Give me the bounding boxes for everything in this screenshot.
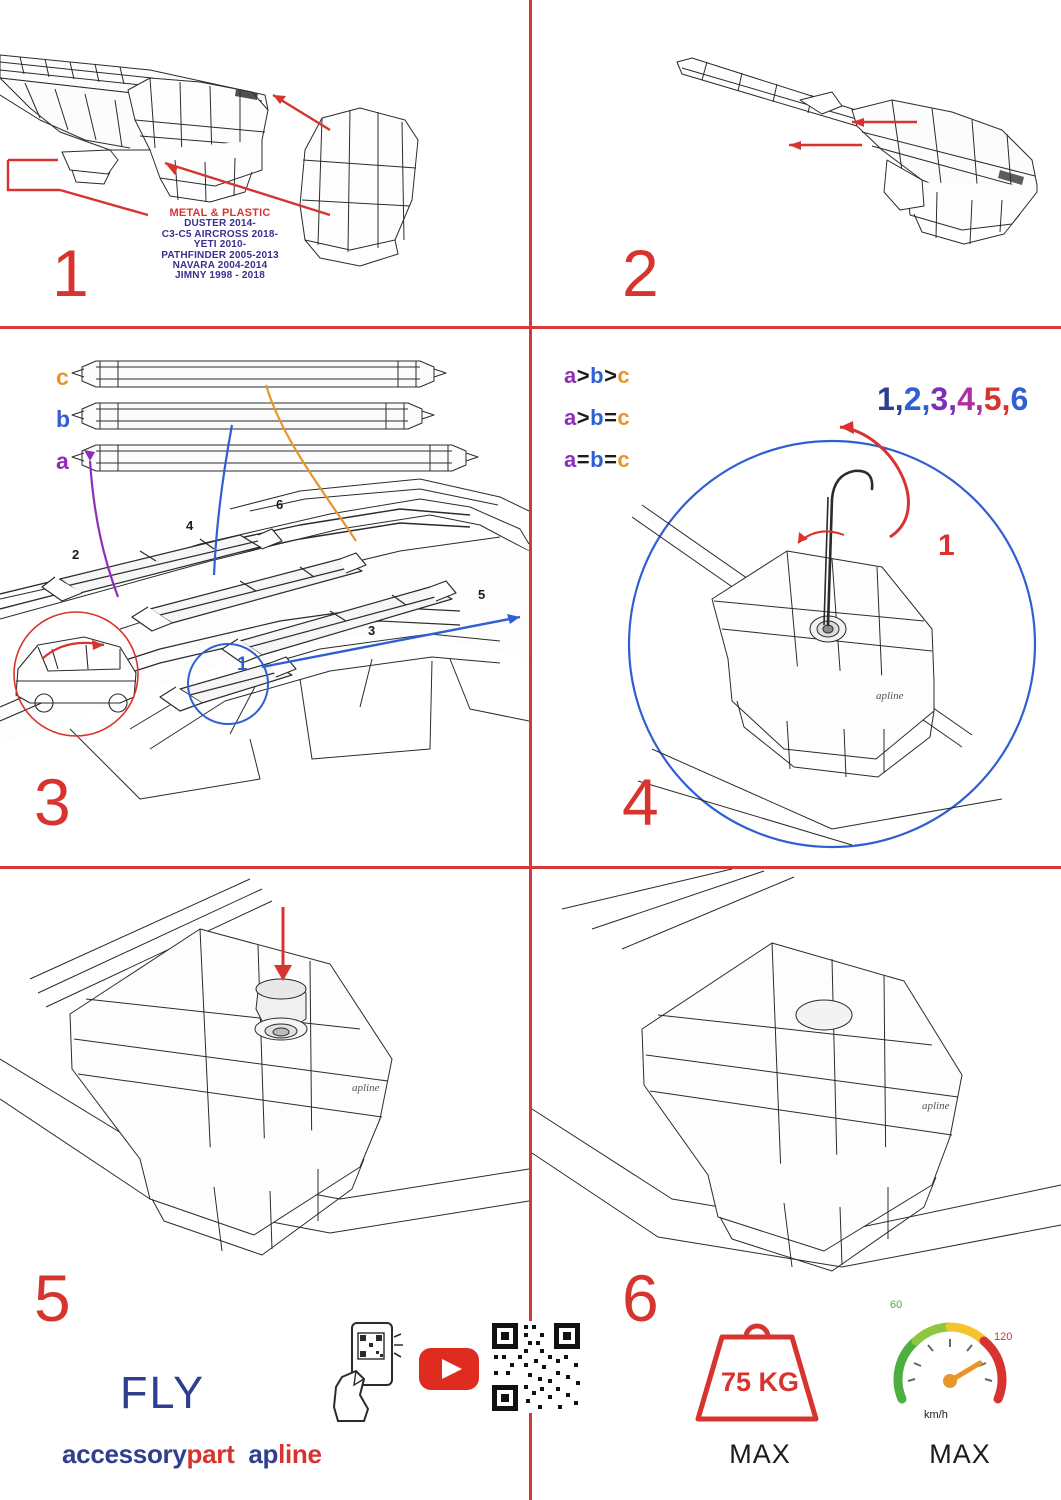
callout-5: 5: [478, 587, 486, 602]
brand-word-line: line: [278, 1439, 322, 1469]
relation-1: a>b>c: [564, 363, 631, 388]
speed-limit-gauge-icon: [880, 1301, 1020, 1426]
speed-max-label: MAX: [929, 1439, 991, 1469]
step-number-6: 6: [622, 1261, 657, 1335]
step-3-illustration: [0, 329, 529, 866]
brand-title: FLY: [120, 1367, 206, 1418]
relation-3: a=b=c: [564, 447, 631, 472]
step-1-panel: [0, 0, 529, 326]
brand-word-accessory: accessory: [62, 1439, 187, 1469]
vehicle-item: NAVARA 2004-2014: [172, 260, 268, 271]
vehicle-item: PATHFINDER 2005-2013: [161, 249, 279, 261]
bar-label-c: c: [56, 364, 69, 390]
metal-plastic-header: METAL & PLASTIC: [169, 207, 271, 219]
apline-badge: apline: [922, 1100, 950, 1112]
step-number-5: 5: [34, 1261, 69, 1335]
step-6-panel: [532, 869, 1061, 1500]
bar-label-b: b: [56, 406, 71, 432]
step4-callout-1: 1: [938, 529, 955, 562]
step-number-3: 3: [34, 765, 69, 839]
step-4-panel: [532, 329, 1061, 866]
step-5-panel: [0, 869, 529, 1500]
step-2-illustration: [532, 0, 1061, 326]
speed-unit-label: km/h: [924, 1409, 948, 1421]
step4-sequence: 1,2,3,4,5,6: [877, 381, 1029, 417]
phone-qr-scan-icon[interactable]: [330, 1321, 410, 1426]
gauge-tick-low: 60: [890, 1299, 903, 1311]
step-5-illustration: [0, 869, 529, 1289]
step-number-1: 1: [52, 236, 87, 310]
callout-3: 3: [368, 623, 376, 638]
callout-4: 4: [186, 518, 194, 533]
callout-6: 6: [276, 497, 284, 512]
weight-max-label: MAX: [729, 1439, 791, 1469]
vehicle-item: DUSTER 2014-: [184, 218, 256, 230]
gauge-tick-high: 120: [994, 1331, 1013, 1343]
vehicle-item: JIMNY 1998 - 2018: [175, 270, 265, 282]
step-number-4: 4: [622, 765, 657, 839]
weight-value: 75 KG: [720, 1367, 800, 1397]
step1-vehicle-note: [120, 208, 320, 282]
relation-2: a>b=c: [564, 405, 631, 430]
apline-badge: apline: [876, 690, 904, 702]
step-3-panel: [0, 329, 529, 866]
vehicle-item: YETI 2010-: [193, 239, 247, 251]
vehicle-item: C3-C5 AIRCROSS 2018-: [161, 228, 279, 240]
step-6-illustration: [532, 869, 1061, 1289]
callout-2: 2: [72, 547, 80, 562]
step-number-2: 2: [622, 236, 657, 310]
apline-badge: apline: [352, 1082, 380, 1094]
brand-word-ap: ap: [248, 1439, 279, 1469]
brand-subtitle: [62, 1439, 322, 1470]
youtube-icon[interactable]: [418, 1347, 480, 1391]
brand-word-part: part: [186, 1439, 235, 1469]
callout-1: 1: [237, 654, 248, 675]
step-2-panel: [532, 0, 1061, 326]
bar-label-a: a: [56, 448, 69, 474]
